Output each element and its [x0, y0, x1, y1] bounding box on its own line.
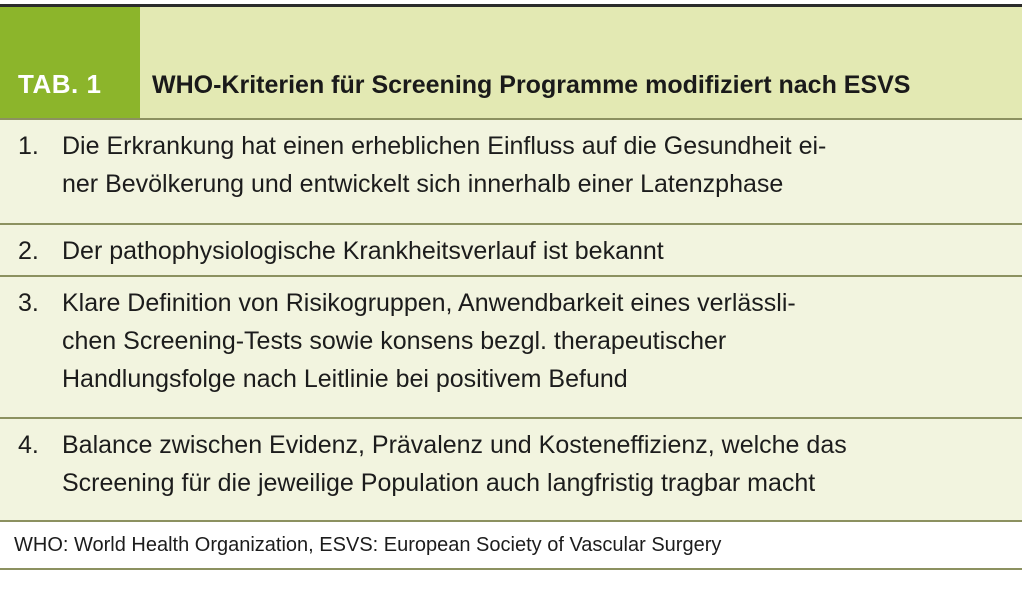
row-text-line: chen Screening-Tests sowie konsens bezgl. therapeutischer: [62, 327, 727, 355]
footnote-text: WHO: World Health Organization, ESVS: European Society of Vascular Surgery: [14, 533, 722, 556]
row-number: 3.: [18, 289, 39, 317]
row-text-line: Screening für die jeweilige Population auch langfristig tragbar macht: [62, 469, 816, 497]
row-number: 1.: [18, 132, 39, 160]
table-row: [0, 277, 1022, 419]
row-text-line: Der pathophysiologische Krankheitsverlauf ist bekannt: [62, 237, 664, 265]
table-row: [0, 419, 1022, 522]
table-title: [140, 7, 1022, 118]
row-text-line: Die Erkrankung hat einen erheblichen Einfluss auf die Gesundheit ei-: [62, 132, 827, 160]
row-text-line: ner Bevölkerung und entwickelt sich innerhalb einer Latenzphase: [62, 170, 784, 198]
row-number: 4.: [18, 431, 39, 459]
table-row: [0, 120, 1022, 225]
table-title-text: WHO-Kriterien für Screening Programme modifiziert nach ESVS: [152, 71, 911, 99]
criteria-table: [0, 4, 1022, 570]
table-footnote: [0, 522, 1022, 570]
table-number-label: TAB. 1: [18, 69, 102, 99]
row-text: [62, 127, 998, 216]
row-text: [62, 426, 998, 513]
row-text: [62, 284, 998, 410]
row-text-line: Klare Definition von Risikogruppen, Anwendbarkeit eines verlässli-: [62, 289, 796, 317]
row-number: 2.: [18, 237, 39, 265]
table-body: [0, 120, 1022, 522]
table-row: [0, 225, 1022, 277]
row-text: [62, 232, 998, 268]
row-text-line: Balance zwischen Evidenz, Prävalenz und Kosteneffizienz, welche das: [62, 431, 847, 459]
table-number-badge: [0, 7, 140, 118]
table-header: [0, 7, 1022, 120]
row-text-line: Handlungsfolge nach Leitlinie bei positivem Befund: [62, 365, 628, 393]
